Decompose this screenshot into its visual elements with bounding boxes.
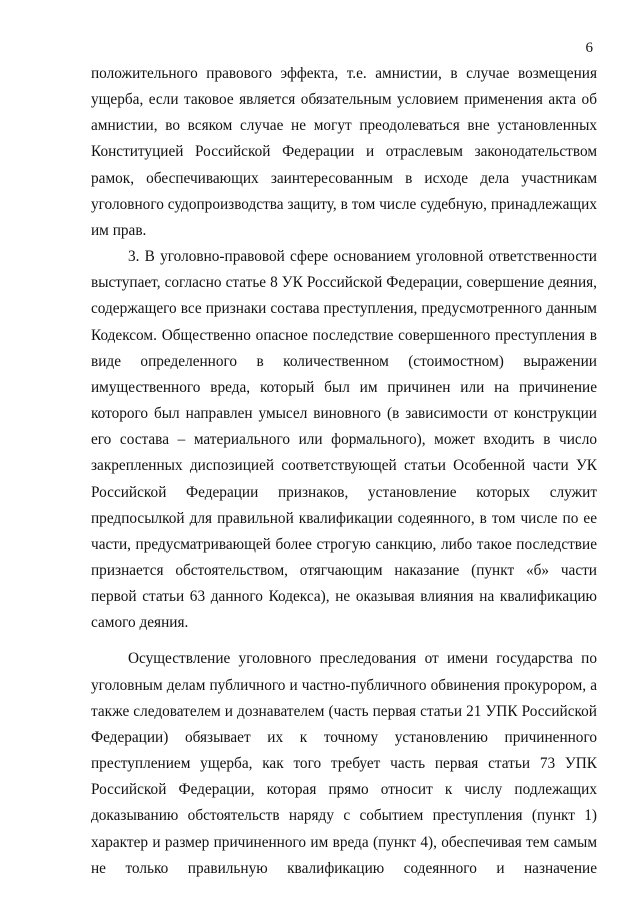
paragraph-1: положительного правового эффекта, т.е. амнистии, в случае возмещения ущерба, если таковое является обязательным условием применения акта об амнистии, во всяком случае не могут преодолеваться вне установленных Конституцией Российской Федерации и отраслевым законодательством рамок, обеспечивающих заинтересованным в исходе дела участникам уголовного судопроизводства защиту, в том числе судебную, принадлежащих им прав. [91, 65, 597, 239]
page-number: 6 [585, 40, 593, 56]
paragraph-2: 3. В уголовно-правовой сфере основанием уголовной ответственности выступает, согласно статье 8 УК Российской Федерации, совершение деяния, содержащего все признаки состава преступления, предусмотренного данным Кодексом. Общественно опасное последствие совершенного преступления в виде определенного в количественном (стоимостном) выражении имущественного вреда, который был им причинен или на причинение которого был направлен умысел виновного (в зависимости от конструкции его состава – материального или формального), может входить в число закрепленных диспозицией соответствующей статьи Особенной части УК Российской Федерации признаков, установление которых служит предпосылкой для правильной квалификации содеянного, в том числе по ее части, предусматривающей более строгую санкцию, либо такое последствие признается обстоятельством, отягчающим наказание (пункт «б» части первой статьи 63 данного Кодекса), не оказывая влияния на квалификацию самого деяния. [91, 248, 597, 632]
document-body [91, 61, 597, 882]
paragraph-3: Осуществление уголовного преследования от имени государства по уголовным делам публичного и частно-публичного обвинения прокурором, а также следователем и дознавателем (часть первая статьи 21 УПК Российской Федерации) обязывает их к точному установлению причиненного преступлением ущерба, как того требует часть первая статьи 73 УПК Российской Федерации, которая прямо относит к числу подлежащих доказыванию обстоятельств наряду с событием преступления (пункт 1) характер и размер причиненного им вреда (пункт 4), обеспечивая тем самым не только правильную квалификацию содеянного и назначение [91, 650, 597, 877]
